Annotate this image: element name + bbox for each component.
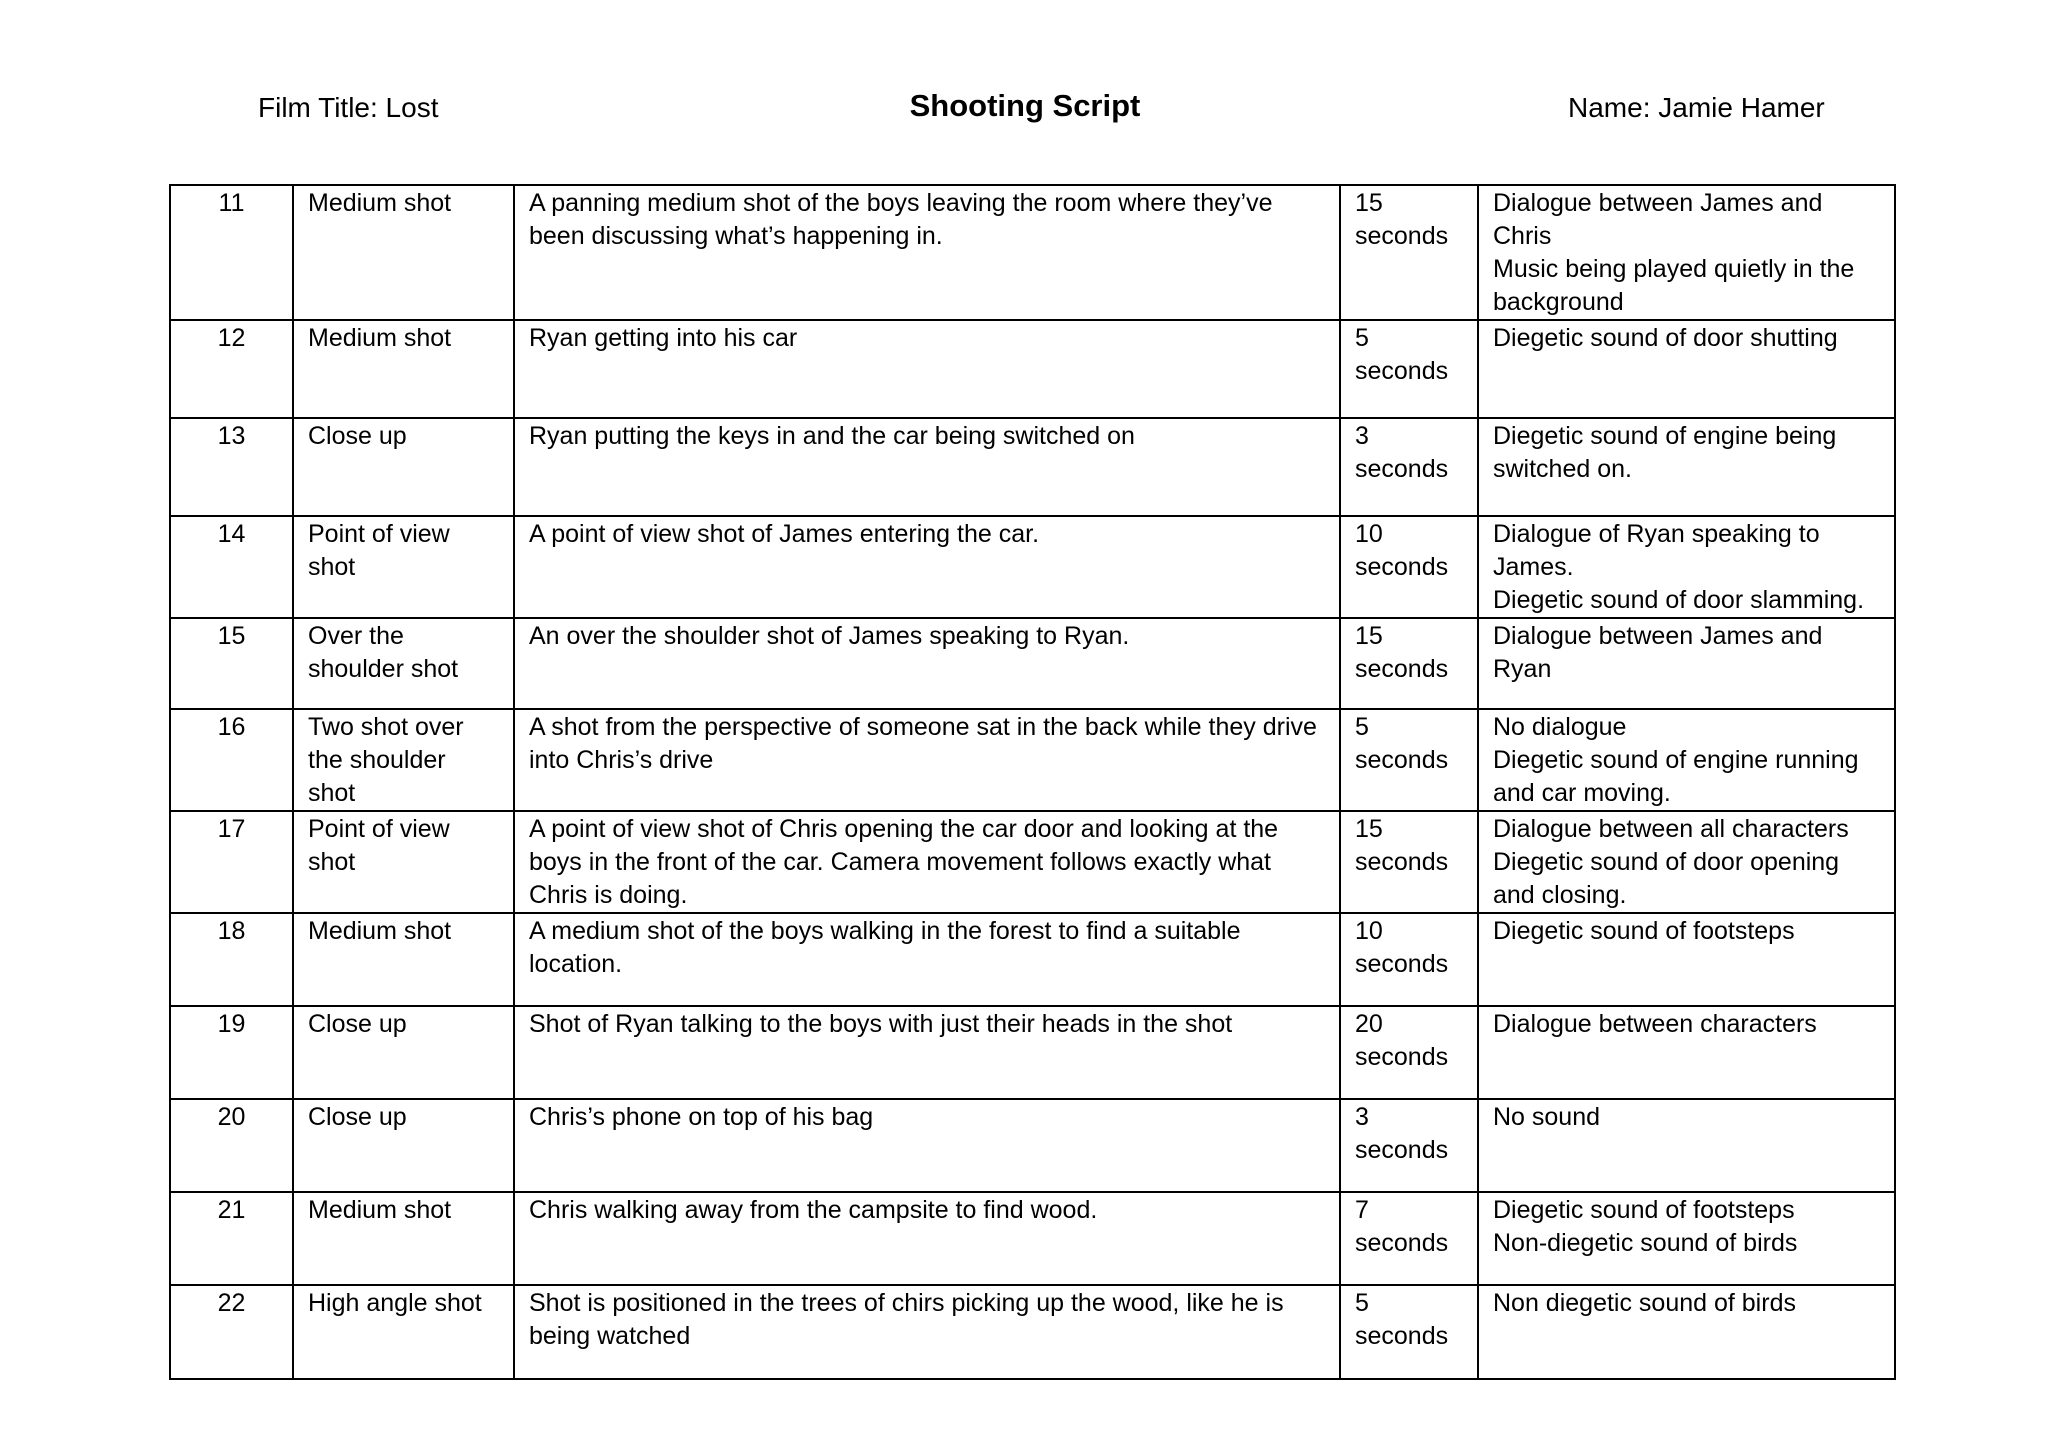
shot-description-cell xyxy=(514,418,1340,516)
shot-sound-text: Dialogue of Ryan speaking to James. Diegetic sound of door slamming. xyxy=(1493,520,1865,614)
shot-type-text: Two shot over the shoulder shot xyxy=(308,713,464,807)
shot-description-text: Ryan getting into his car xyxy=(529,324,798,352)
shot-type-text: Medium shot xyxy=(308,189,452,217)
shot-sound-cell xyxy=(1478,1192,1895,1285)
table-row xyxy=(170,913,1895,1006)
table-row xyxy=(170,516,1895,618)
shot-description-text: Shot is positioned in the trees of chirs picking up the wood, like he is being watched xyxy=(529,1289,1284,1350)
shot-description-cell xyxy=(514,618,1340,709)
shot-sound-cell xyxy=(1478,913,1895,1006)
shot-duration-cell xyxy=(1340,618,1478,709)
shot-duration-cell xyxy=(1340,418,1478,516)
shot-duration-cell xyxy=(1340,1192,1478,1285)
shot-number-cell xyxy=(170,185,293,320)
shot-type-cell xyxy=(293,418,514,516)
shooting-script-table xyxy=(169,184,1896,1380)
shot-duration-text: 5 seconds xyxy=(1355,713,1449,774)
shot-number-text: 21 xyxy=(217,1196,246,1224)
shot-type-cell xyxy=(293,709,514,811)
shot-duration-text: 5 seconds xyxy=(1355,324,1449,385)
shot-description-text: A point of view shot of James entering the car. xyxy=(529,520,1040,548)
shot-duration-text: 3 seconds xyxy=(1355,422,1449,483)
shot-number-cell xyxy=(170,618,293,709)
shot-type-cell xyxy=(293,1192,514,1285)
shot-sound-cell xyxy=(1478,1285,1895,1379)
shot-description-cell xyxy=(514,185,1340,320)
shot-sound-text: Dialogue between James and Ryan xyxy=(1493,622,1823,683)
film-title: Film Title: Lost xyxy=(258,92,439,123)
shot-duration-text: 10 seconds xyxy=(1355,520,1449,581)
shot-number-cell xyxy=(170,1006,293,1099)
shot-type-cell xyxy=(293,516,514,618)
shot-duration-cell xyxy=(1340,1006,1478,1099)
shot-sound-text: Non diegetic sound of birds xyxy=(1493,1289,1796,1317)
table-row xyxy=(170,709,1895,811)
shot-number-text: 22 xyxy=(217,1289,246,1317)
shot-type-text: Medium shot xyxy=(308,917,452,945)
shot-type-text: Point of view shot xyxy=(308,520,450,581)
shot-type-text: High angle shot xyxy=(308,1289,482,1317)
shot-description-cell xyxy=(514,516,1340,618)
table-row xyxy=(170,185,1895,320)
shot-duration-cell xyxy=(1340,709,1478,811)
shot-number-cell xyxy=(170,516,293,618)
shot-sound-text: No dialogue Diegetic sound of engine running and car moving. xyxy=(1493,713,1859,807)
shot-type-cell xyxy=(293,320,514,418)
shot-number-cell xyxy=(170,913,293,1006)
shot-number-text: 12 xyxy=(217,324,246,352)
shot-sound-text: Dialogue between James and Chris Music being played quietly in the background xyxy=(1493,189,1855,316)
shot-duration-cell xyxy=(1340,516,1478,618)
shot-sound-text: Diegetic sound of footsteps Non-diegetic sound of birds xyxy=(1493,1196,1798,1257)
shot-description-text: A medium shot of the boys walking in the forest to find a suitable location. xyxy=(529,917,1241,978)
shot-number-text: 15 xyxy=(217,622,246,650)
shot-description-text: Shot of Ryan talking to the boys with just their heads in the shot xyxy=(529,1010,1233,1038)
shot-description-cell xyxy=(514,811,1340,913)
shot-duration-cell xyxy=(1340,185,1478,320)
shot-duration-text: 15 seconds xyxy=(1355,189,1449,250)
table-row xyxy=(170,1006,1895,1099)
shot-sound-cell xyxy=(1478,811,1895,913)
shot-duration-text: 15 seconds xyxy=(1355,815,1449,876)
author-name: Name: Jamie Hamer xyxy=(1568,92,1825,123)
shot-number-cell xyxy=(170,811,293,913)
shot-duration-text: 3 seconds xyxy=(1355,1103,1449,1164)
shot-number-cell xyxy=(170,320,293,418)
shot-number-text: 17 xyxy=(217,815,246,843)
shot-duration-text: 10 seconds xyxy=(1355,917,1449,978)
shot-sound-cell xyxy=(1478,709,1895,811)
shot-type-text: Close up xyxy=(308,1010,407,1038)
shot-type-cell xyxy=(293,1006,514,1099)
shot-description-cell xyxy=(514,320,1340,418)
shot-duration-text: 15 seconds xyxy=(1355,622,1449,683)
shot-number-cell xyxy=(170,1099,293,1192)
shot-duration-cell xyxy=(1340,913,1478,1006)
shot-number-text: 20 xyxy=(217,1103,246,1131)
table-row xyxy=(170,320,1895,418)
shot-description-cell xyxy=(514,1285,1340,1379)
shot-description-text: A panning medium shot of the boys leaving the room where they’ve been discussing what’s happening in. xyxy=(529,189,1273,250)
shot-sound-text: Dialogue between characters xyxy=(1493,1010,1817,1038)
shot-duration-text: 7 seconds xyxy=(1355,1196,1449,1257)
shot-number-cell xyxy=(170,1285,293,1379)
shot-duration-cell xyxy=(1340,1285,1478,1379)
shot-type-text: Close up xyxy=(308,422,407,450)
shot-duration-cell xyxy=(1340,320,1478,418)
shot-sound-cell xyxy=(1478,418,1895,516)
table-row xyxy=(170,1192,1895,1285)
shot-sound-cell xyxy=(1478,1006,1895,1099)
shot-type-cell xyxy=(293,811,514,913)
shot-type-text: Medium shot xyxy=(308,324,452,352)
table-row xyxy=(170,1099,1895,1192)
shot-number-text: 14 xyxy=(217,520,246,548)
shot-sound-cell xyxy=(1478,618,1895,709)
shot-description-text: A point of view shot of Chris opening the car door and looking at the boys in the front of the car. Camera movement follows exactly what Chris is doing. xyxy=(529,815,1279,909)
shot-description-text: Chris walking away from the campsite to find wood. xyxy=(529,1196,1098,1224)
shot-sound-cell xyxy=(1478,1099,1895,1192)
shot-sound-text: Diegetic sound of door shutting xyxy=(1493,324,1838,352)
shot-number-cell xyxy=(170,418,293,516)
page-title: Shooting Script xyxy=(909,88,1141,123)
table-row xyxy=(170,418,1895,516)
shot-number-cell xyxy=(170,1192,293,1285)
table-row xyxy=(170,1285,1895,1379)
shot-number-text: 16 xyxy=(217,713,246,741)
shot-sound-text: Diegetic sound of footsteps xyxy=(1493,917,1795,945)
shot-description-text: Ryan putting the keys in and the car being switched on xyxy=(529,422,1135,450)
shot-number-cell xyxy=(170,709,293,811)
shot-type-text: Close up xyxy=(308,1103,407,1131)
shot-type-text: Over the shoulder shot xyxy=(308,622,459,683)
shot-description-text: A shot from the perspective of someone sat in the back while they drive into Chris’s drive xyxy=(529,713,1317,774)
shot-duration-text: 5 seconds xyxy=(1355,1289,1449,1350)
shot-description-cell xyxy=(514,913,1340,1006)
shot-description-cell xyxy=(514,1192,1340,1285)
shot-description-text: Chris’s phone on top of his bag xyxy=(529,1103,874,1131)
shot-sound-text: Dialogue between all characters Diegetic sound of door opening and closing. xyxy=(1493,815,1849,909)
shot-description-cell xyxy=(514,1006,1340,1099)
shot-number-text: 19 xyxy=(217,1010,246,1038)
shot-description-cell xyxy=(514,709,1340,811)
shot-sound-text: Diegetic sound of engine being switched on. xyxy=(1493,422,1837,483)
shot-number-text: 18 xyxy=(217,917,246,945)
shot-type-cell xyxy=(293,185,514,320)
shot-sound-cell xyxy=(1478,516,1895,618)
shot-description-text: An over the shoulder shot of James speaking to Ryan. xyxy=(529,622,1130,650)
shot-duration-cell xyxy=(1340,1099,1478,1192)
shot-type-text: Point of view shot xyxy=(308,815,450,876)
table-row xyxy=(170,618,1895,709)
shot-sound-cell xyxy=(1478,320,1895,418)
shot-number-text: 11 xyxy=(218,189,245,217)
shot-type-cell xyxy=(293,1285,514,1379)
shot-duration-text: 20 seconds xyxy=(1355,1010,1449,1071)
shot-sound-cell xyxy=(1478,185,1895,320)
shot-description-cell xyxy=(514,1099,1340,1192)
shot-type-cell xyxy=(293,1099,514,1192)
shooting-script-body xyxy=(170,185,1895,1379)
shot-duration-cell xyxy=(1340,811,1478,913)
shot-number-text: 13 xyxy=(217,422,246,450)
shot-type-cell xyxy=(293,913,514,1006)
shot-sound-text: No sound xyxy=(1493,1103,1601,1131)
shot-type-text: Medium shot xyxy=(308,1196,452,1224)
shot-type-cell xyxy=(293,618,514,709)
table-row xyxy=(170,811,1895,913)
